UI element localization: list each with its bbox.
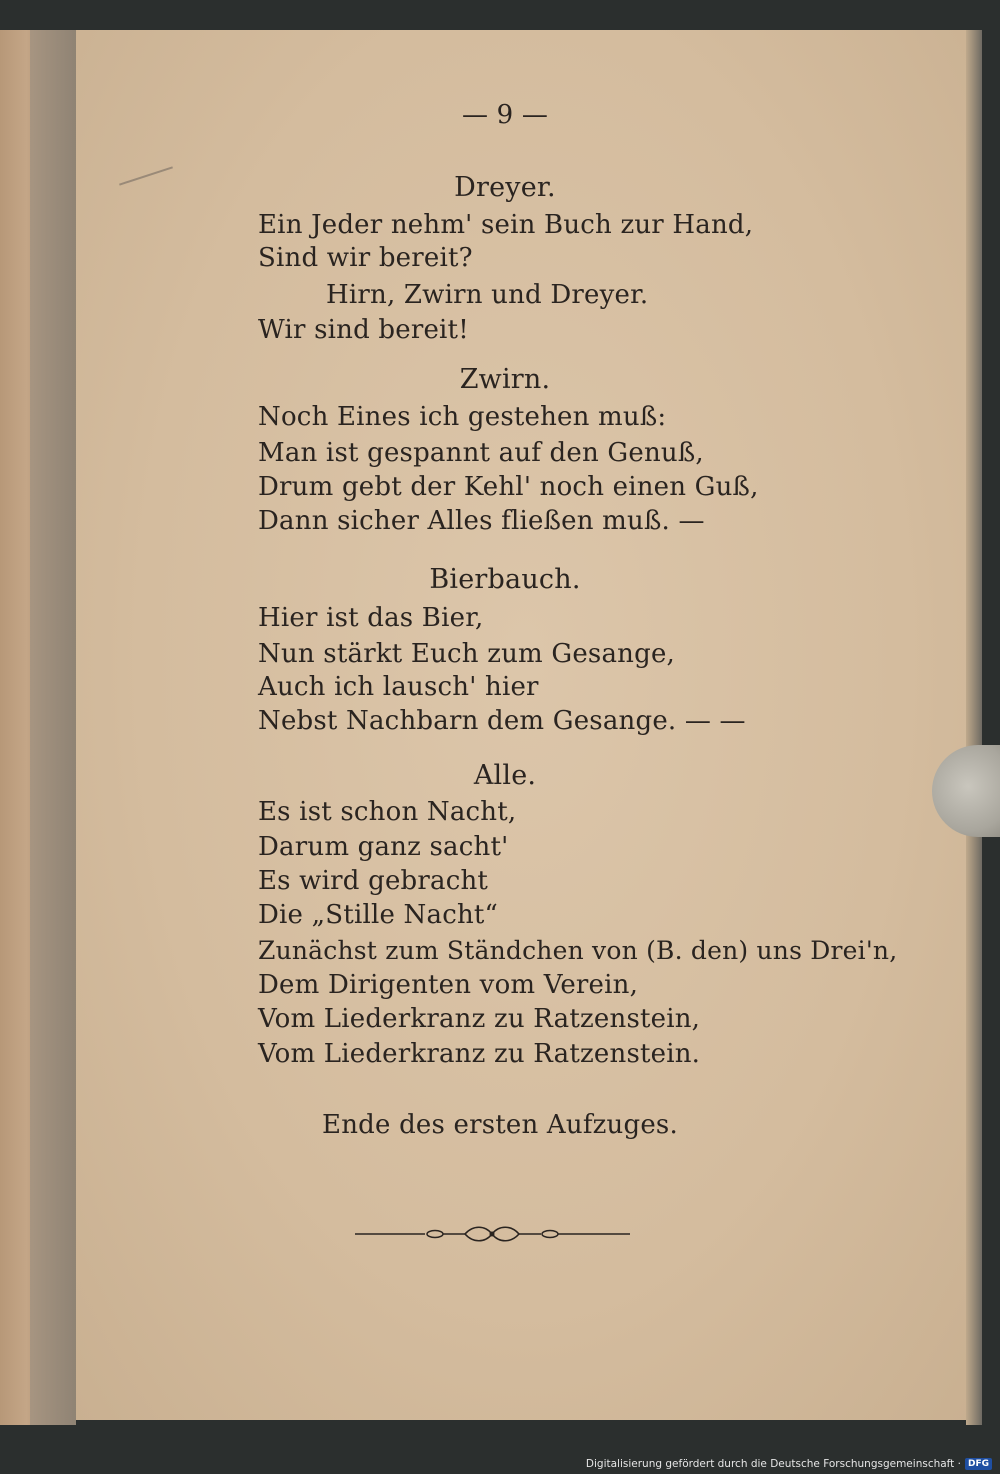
verse-line: Ein Jeder nehm' sein Buch zur Hand, (258, 210, 754, 240)
verse-line: Vom Liederkranz zu Ratzenstein, (258, 1004, 701, 1034)
verse-line: Auch ich lausch' hier (258, 672, 539, 702)
verse-line: Man ist gespannt auf den Genuß, (258, 438, 704, 468)
verse-line: Drum gebt der Kehl' noch einen Guß, (258, 472, 759, 502)
verse-line: Es ist schon Nacht, (258, 797, 517, 827)
binding-strip (30, 30, 76, 1425)
verse-line: Die „Stille Nacht“ (258, 900, 499, 930)
speaker-heading: Bierbauch. (429, 564, 581, 595)
verse-line: Wir sind bereit! (258, 315, 469, 345)
verse-line: Vom Liederkranz zu Ratzenstein. (258, 1039, 701, 1069)
verse-line: Darum ganz sacht' (258, 832, 509, 862)
verse-line: Es wird gebracht (258, 866, 489, 896)
speaker-heading: Alle. (473, 760, 537, 791)
verse-line: Dem Dirigenten vom Verein, (258, 970, 639, 1000)
verse-line: Hier ist das Bier, (258, 603, 484, 633)
verse-line: Nebst Nachbarn dem Gesange. — — (258, 706, 746, 736)
speaker-heading: Zwirn. (459, 364, 551, 395)
ornament-divider (355, 1222, 630, 1246)
verse-line: Hirn, Zwirn und Dreyer. (326, 280, 649, 310)
verse-line: Noch Eines ich gestehen muß: (258, 402, 667, 432)
verse-line: Dann sicher Alles fließen muß. — (258, 506, 705, 536)
right-page-edge (966, 30, 982, 1425)
digitization-credit (586, 1458, 992, 1470)
speaker-heading: Dreyer. (454, 172, 556, 203)
closing-line: Ende des ersten Aufzuges. (322, 1110, 678, 1140)
verse-line: Sind wir bereit? (258, 243, 473, 273)
credit-text: Digitalisierung gefördert durch die Deutsche Forschungsgemeinschaft · (585, 1458, 961, 1470)
verse-line: Zunächst zum Ständchen von (B. den) uns Drei'n, (258, 936, 898, 965)
verse-line: Nun stärkt Euch zum Gesange, (258, 639, 675, 669)
dfg-logo-icon: DFG (965, 1458, 992, 1470)
page-number: — 9 — (461, 100, 549, 130)
